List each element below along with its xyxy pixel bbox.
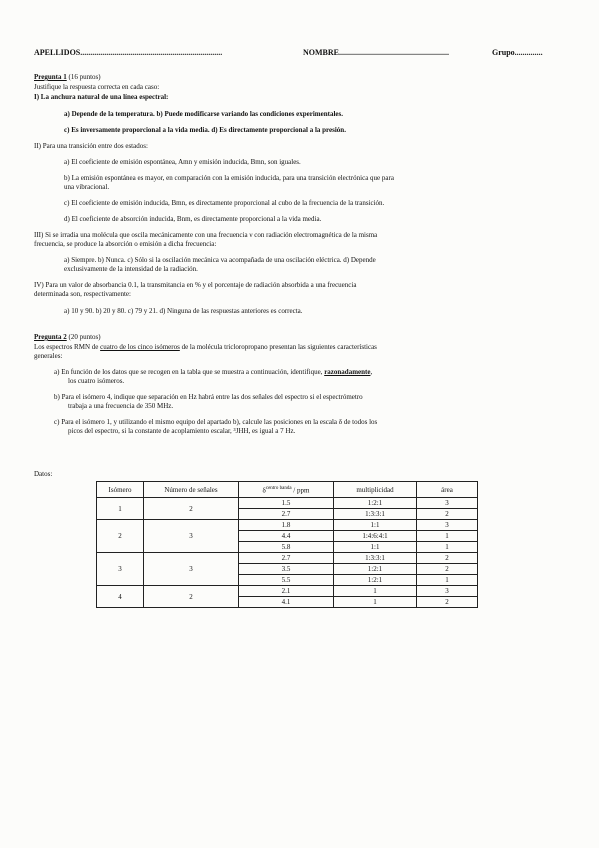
cell-isomero: 3 — [97, 553, 144, 586]
q1-points: (16 puntos) — [68, 73, 101, 81]
q2-part-a-end: , — [370, 368, 373, 376]
q2-part-a-underlined: razonadamente — [324, 368, 371, 376]
q1-i-title: I) La anchura natural de una línea espectral: — [34, 93, 169, 101]
cell-senales: 2 — [144, 498, 239, 520]
cell-multiplicidad: 1:3:3:1 — [334, 553, 417, 564]
cell-senales: 2 — [144, 586, 239, 608]
q2-heading — [34, 333, 101, 342]
q1-iv-stem-cont: determinada son, respectivamente: — [34, 290, 131, 298]
cell-delta: 4.4 — [239, 531, 334, 542]
cell-delta: 3.5 — [239, 564, 334, 575]
cell-delta: 1.5 — [239, 498, 334, 509]
table-row — [97, 586, 478, 597]
q1-ii-option-b: b) La emisión espontánea es mayor, en comparación con la emisión inducida, para una transición electrónica que para — [64, 174, 394, 182]
q2-title: Pregunta 2 — [34, 333, 67, 341]
q1-ii-option-d: d) El coeficiente de absorción inducida, Bnm, es directamente proporcional a la vida media. — [64, 215, 322, 223]
cell-delta: 2.7 — [239, 553, 334, 564]
col-header-delta: $\delta^{centro banda}$ / ppm — [239, 482, 334, 498]
cell-delta: 2.1 — [239, 586, 334, 597]
cell-isomero: 1 — [97, 498, 144, 520]
q1-iii-stem: III) Si se irradia una molécula que oscila mecánicamente con una frecuencia ν con radiación electromagnética de la misma — [34, 231, 378, 239]
col-header-senales: Número de señales — [144, 482, 239, 498]
q1-iii-options: a) Siempre. b) Nunca. c) Sólo si la oscilación mecánica va acompañada de una oscilación eléctrica. d) Depende — [64, 256, 376, 264]
q1-ii-title: II) Para una transición entre dos estados: — [34, 142, 148, 150]
cell-multiplicidad: 1 — [334, 597, 417, 608]
q1-i-options-ab: a) Depende de la temperatura. b) Puede modificarse variando las condiciones experimentales. — [64, 110, 343, 118]
datos-label: Datos: — [34, 470, 53, 478]
cell-multiplicidad: 1 — [334, 586, 417, 597]
q2-intro — [34, 343, 377, 352]
cell-delta: 4.1 — [239, 597, 334, 608]
q1-ii-option-c: c) El coeficiente de emisión inducida, Bmn, es directamente proporcional al cubo de la frecuencia de la transición. — [64, 199, 385, 207]
q1-i-options-cd: c) Es inversamente proporcional a la vida media. d) Es directamente proporcional a la presión. — [64, 126, 346, 134]
col-header-multiplicidad: multiplicidad — [334, 482, 417, 498]
q2-intro-text: Los espectros RMN de — [34, 343, 101, 351]
cell-delta: 2.7 — [239, 509, 334, 520]
cell-area: 1 — [417, 575, 478, 586]
q1-instruction: Justifique la respuesta correcta en cada caso: — [34, 83, 160, 91]
cell-isomero: 4 — [97, 586, 144, 608]
q1-iii-stem-cont: frecuencia, se produce la absorción o emisión a dicha frecuencia: — [34, 240, 217, 248]
cell-senales: 3 — [144, 520, 239, 553]
q1-title: Pregunta 1 — [34, 73, 67, 81]
table-row — [97, 553, 478, 564]
q2-part-c: c) Para el isómero 1, y utilizando el mismo equipo del apartado b), calcule las posiciones en la escala δ de todos los — [54, 418, 378, 426]
cell-area: 3 — [417, 586, 478, 597]
nombre-field[interactable]: NOMBRE....................................................... — [303, 48, 449, 57]
cell-multiplicidad: 1:1 — [334, 520, 417, 531]
cell-multiplicidad: 1:3:3:1 — [334, 509, 417, 520]
cell-multiplicidad: 1:2:1 — [334, 575, 417, 586]
nmr-data-table — [96, 481, 478, 608]
col-header-area: área — [417, 482, 478, 498]
q2-part-a-cont: los cuatro isómeros. — [68, 377, 125, 385]
q2-part-a — [54, 368, 372, 377]
cell-area: 1 — [417, 531, 478, 542]
q2-part-c-cont: picos del espectro, si la constante de acoplamiento escalar, ³JHH, es igual a 7 Hz. — [68, 427, 296, 435]
cell-multiplicidad: 1:2:1 — [334, 498, 417, 509]
cell-area: 2 — [417, 597, 478, 608]
q1-iii-options-cont: exclusivamente de la intensidad de la radiación. — [64, 265, 198, 273]
q2-intro-cont: generales: — [34, 352, 63, 360]
cell-area: 1 — [417, 542, 478, 553]
q1-iv-options: a) 10 y 90. b) 20 y 80. c) 79 y 21. d) Ninguna de las respuestas anteriores es correcta. — [64, 307, 303, 315]
cell-multiplicidad: 1:4:6:4:1 — [334, 531, 417, 542]
grupo-field[interactable]: Grupo.............. — [492, 48, 543, 57]
cell-area: 2 — [417, 564, 478, 575]
q1-ii-option-b-cont: una vibracional. — [64, 183, 110, 191]
cell-delta: 1.8 — [239, 520, 334, 531]
q2-points: (20 puntos) — [68, 333, 101, 341]
cell-delta: 5.5 — [239, 575, 334, 586]
cell-area: 3 — [417, 498, 478, 509]
table-header-row — [97, 482, 478, 498]
delta-unit: / ppm — [291, 486, 310, 495]
q2-intro-underlined: cuatro de los cinco isómeros — [100, 343, 180, 351]
cell-senales: 3 — [144, 553, 239, 586]
cell-area: 3 — [417, 520, 478, 531]
cell-area: 2 — [417, 553, 478, 564]
cell-multiplicidad: 1:1 — [334, 542, 417, 553]
q1-iv-stem: IV) Para un valor de absorbancia 0.1, la transmitancia en % y el porcentaje de radiación absorbida a una frecuencia — [34, 281, 357, 289]
q2-part-a-text: a) En función de los datos que se recogen en la tabla que se muestra a continuación, identifique, — [54, 368, 325, 376]
q2-intro-text-end: de la molécula tricloropropano presentan las siguientes características — [179, 343, 377, 351]
q1-heading — [34, 73, 101, 82]
cell-isomero: 2 — [97, 520, 144, 553]
apellidos-field[interactable]: APELLIDOS....................................................................... — [34, 48, 223, 57]
cell-area: 2 — [417, 509, 478, 520]
col-header-isomero: Isómero — [97, 482, 144, 498]
q1-ii-option-a: a) El coeficiente de emisión espontánea, Amn y emisión inducida, Bmn, son iguales. — [64, 158, 301, 166]
table-row — [97, 498, 478, 509]
cell-delta: 5.8 — [239, 542, 334, 553]
table-row — [97, 520, 478, 531]
q2-part-b: b) Para el isómero 4, indique que separación en Hz habrá entre las dos señales del espectro si el espectrómetro — [54, 393, 363, 401]
cell-multiplicidad: 1:2:1 — [334, 564, 417, 575]
q2-part-b-cont: trabaja a una frecuencia de 350 MHz. — [68, 402, 174, 410]
delta-superscript: centro banda — [265, 485, 292, 491]
